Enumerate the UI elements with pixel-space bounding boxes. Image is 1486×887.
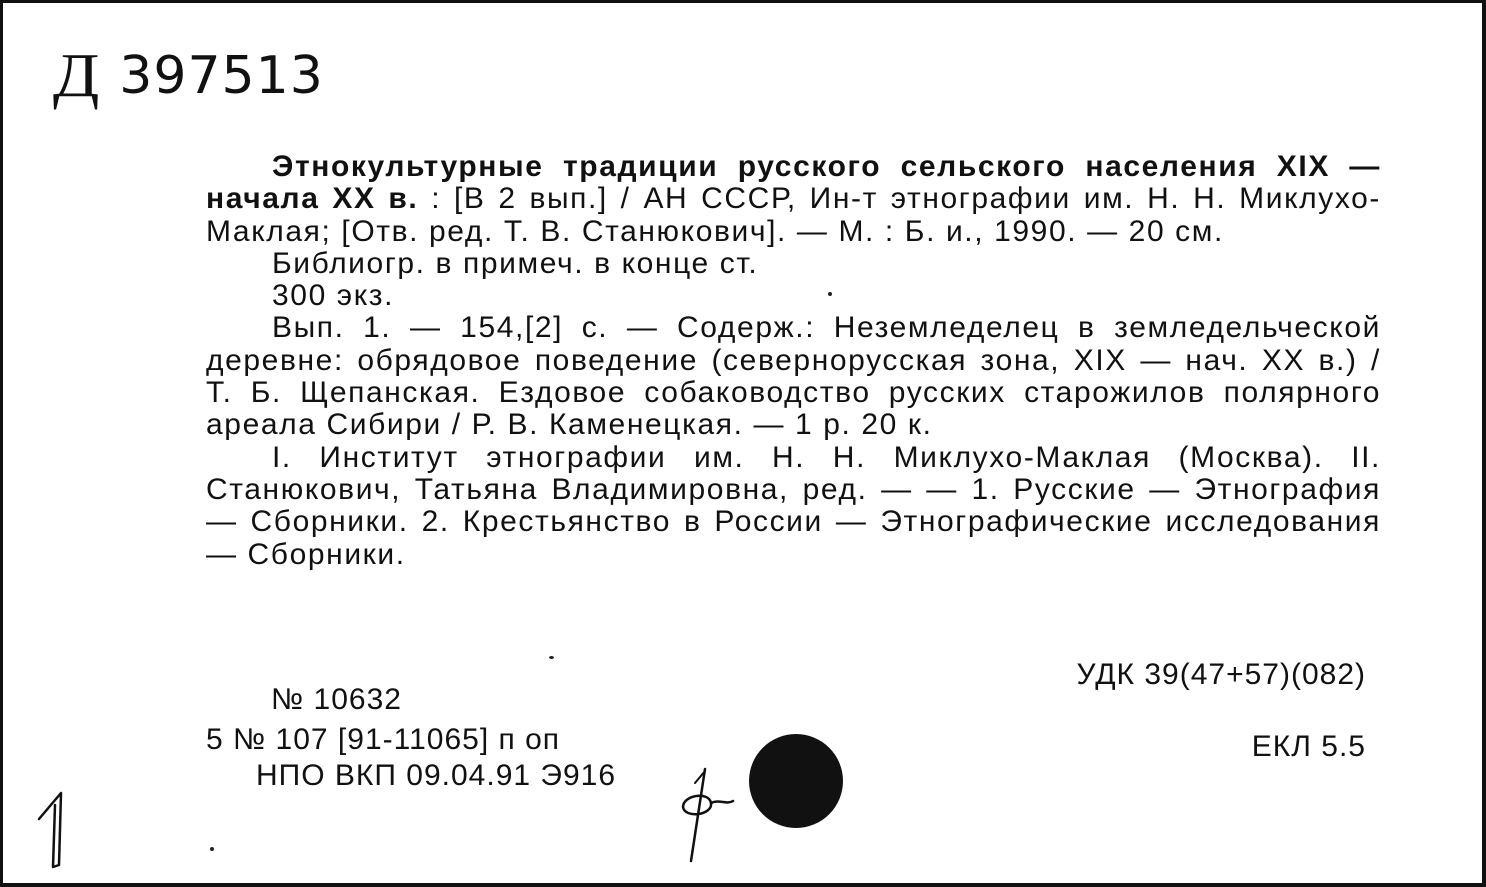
tracings: I. Институт этнографии им. Н. Н. Миклухо-Маклая (Москва). II. Станюкович, Татьяна Владимировна, ред. — — 1. Русские — Этнография — Сборники. 2. Крестьянство в России — Этнографические исследования — Сборники. bbox=[206, 440, 1381, 571]
catalog-entry bbox=[206, 151, 1381, 571]
handwritten-number-mark bbox=[31, 783, 81, 873]
ink-speck bbox=[549, 656, 554, 659]
ekl-code: ЕКЛ 5.5 bbox=[1251, 730, 1366, 763]
call-number-digits: 397513 bbox=[119, 46, 324, 106]
entry-title: Этнокультурные традиции русского сельского населения XIX — начала XX в. bbox=[206, 150, 1381, 216]
printer-line: НПО ВКП 09.04.91 Э916 bbox=[256, 759, 617, 792]
note-contents: Вып. 1. — 154,[2] с. — Содерж.: Неземледелец в земледельческой деревне: обрядовое поведение (севернорусская зона, XIX — нач. XX в.) / Т. Б. Щепанская. Ездовое собаководство русских старожилов полярного ареала Сибири / Р. В. Каменецкая. — 1 р. 20 к. bbox=[206, 311, 1381, 442]
ink-speck bbox=[210, 847, 214, 851]
call-number bbox=[52, 41, 324, 111]
call-number-prefix: Д bbox=[52, 42, 100, 110]
handwritten-symbol-mark bbox=[675, 765, 745, 865]
note-copies: 300 экз. bbox=[272, 279, 395, 313]
accession-number: № 10632 bbox=[271, 683, 402, 716]
note-bibliography: Библиогр. в примеч. в конце ст. bbox=[272, 246, 759, 280]
udc-code: УДК 39(47+57)(082) bbox=[1076, 658, 1366, 691]
order-line: 5 № 107 [91-11065] п оп bbox=[206, 723, 560, 756]
ink-speck bbox=[828, 292, 832, 296]
punch-hole bbox=[749, 734, 843, 828]
entry-statement: : [В 2 вып.] / АН СССР, Ин-т этнографии им. Н. Н. Миклухо-Маклая; [Отв. ред. Т. В. Станюкович]. — М. : Б. и., 1990. — 20 см. bbox=[206, 182, 1381, 248]
entry-heading bbox=[206, 151, 1381, 248]
